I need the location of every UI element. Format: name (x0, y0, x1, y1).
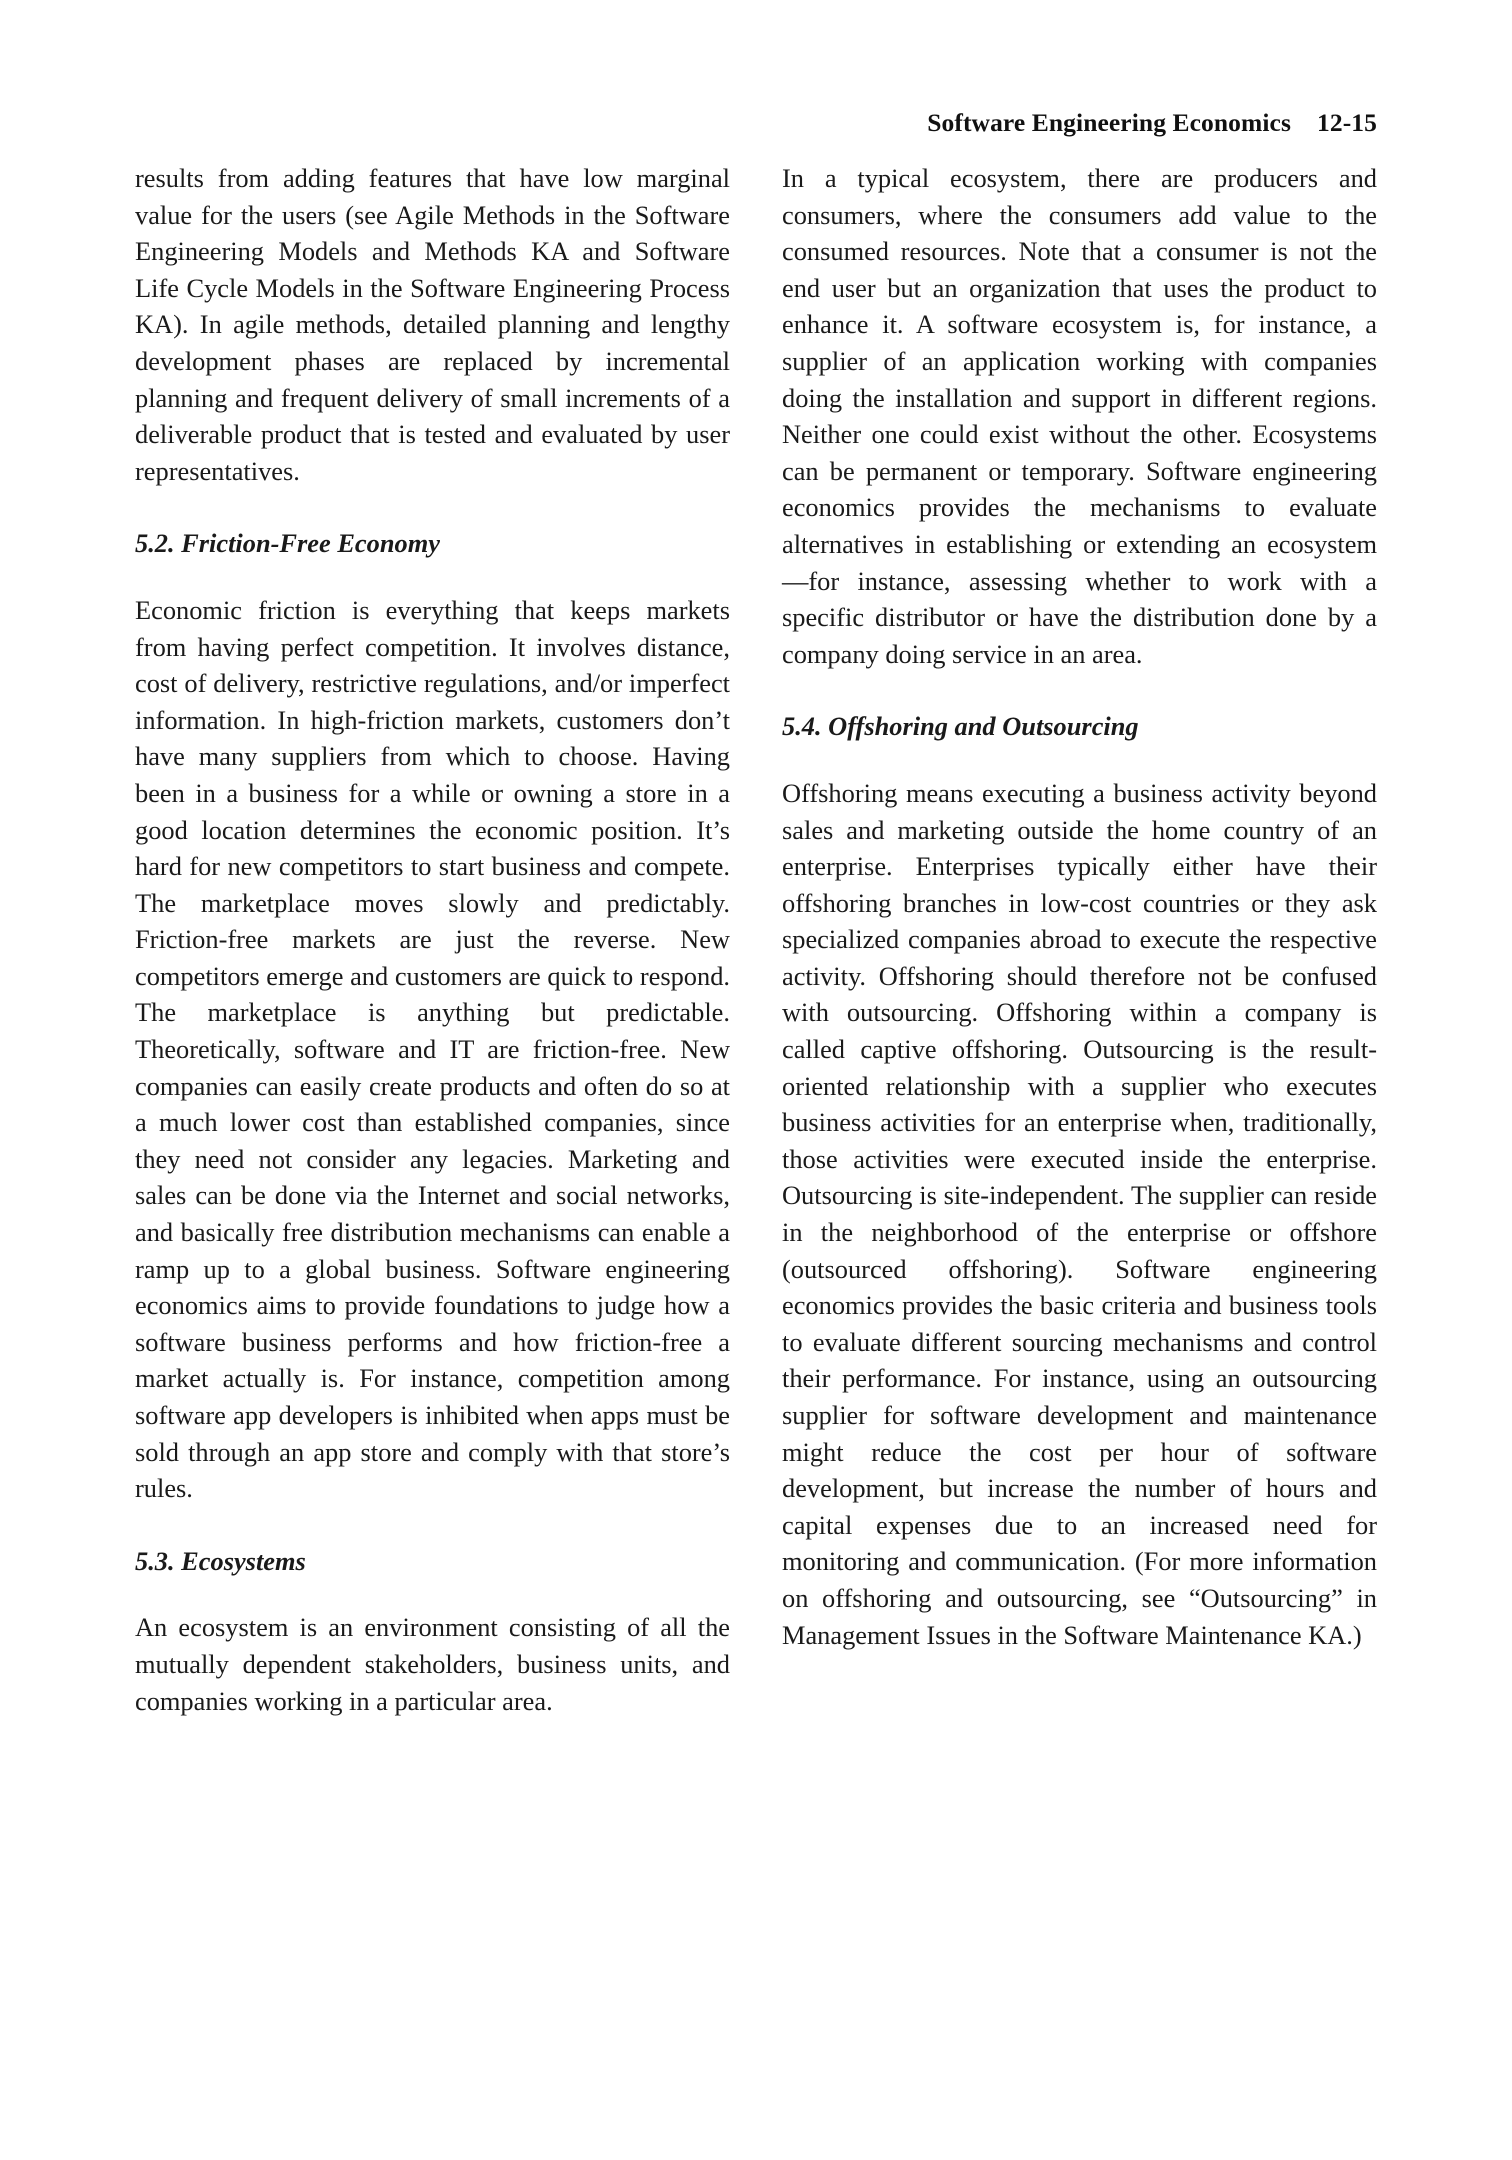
page-number: 12-15 (1317, 108, 1377, 137)
two-column-body (135, 160, 1377, 1719)
running-head (135, 108, 1377, 142)
section-heading-5-3: 5.3. Ecosystems (135, 1545, 306, 1576)
left-paragraph-2: Economic friction is everything that keeps markets from having perfect competition. It involves distance, cost of delivery, restrictive regulations, and/or imperfect information. In high-friction markets, customers don’t have many suppliers from which to choose. Having been in a business for a while or owning a store in a good location determines the economic position. It’s hard for new competitors to start business and compete. The marketplace moves slowly and predictably. Friction-free markets are just the reverse. New competitors emerge and customers are quick to respond. The marketplace is anything but predictable. Theoretically, software and IT are friction-free. New companies can easily create products and often do so at a much lower cost than established companies, since they need not consider any legacies. Marketing and sales can be done via the Internet and social networks, and basically free distribution mechanisms can enable a ramp up to a global business. Software engineering economics aims to provide foundations to judge how a software business performs and how friction-free a market actually is. For instance, competition among software app developers is inhibited when apps must be sold through an app store and comply with that store’s rules. (135, 594, 730, 1504)
left-column (135, 160, 730, 1719)
left-paragraph-3: An ecosystem is an environment consisting of all the mutually dependent stakeholders, business units, and companies working in a particular area. (135, 1612, 730, 1716)
right-column (782, 160, 1377, 1719)
left-paragraph-1: results from adding features that have low marginal value for the users (see Agile Methods in the Software Engineering Models and Methods KA and Software Life Cycle Models in the Software Engineering Process KA). In agile methods, detailed planning and lengthy development phases are replaced by incremental planning and frequent delivery of small increments of a deliverable product that is tested and evaluated by user representatives. (135, 163, 730, 486)
right-paragraph-1: In a typical ecosystem, there are producers and consumers, where the consumers add value to the consumed resources. Note that a consumer is not the end user but an organization that uses the product to enhance it. A software ecosystem is, for instance, a supplier of an application working with companies doing the installation and support in different regions. Neither one could exist without the other. Ecosystems can be permanent or temporary. Software engineering economics provides the mechanisms to evaluate alternatives in establishing or extending an ecosystem—for instance, assessing whether to work with a specific distributor or have the distribution done by a company doing service in an area. (782, 163, 1377, 669)
section-heading-5-2: 5.2. Friction-Free Economy (135, 528, 440, 559)
section-heading-5-4: 5.4. Offshoring and Outsourcing (782, 711, 1139, 742)
right-paragraph-2: Offshoring means executing a business activity beyond sales and marketing outside the home country of an enterprise. Enterprises typically either have their offshoring branches in low-cost countries or they ask specialized companies abroad to execute the respective activity. Offshoring should therefore not be confused with outsourcing. Offshoring within a company is called captive offshoring. Outsourcing is the result-oriented relationship with a supplier who executes business activities for an enterprise when, traditionally, those activities were executed inside the enterprise. Outsourcing is site-independent. The supplier can reside in the neighborhood of the enterprise or offshore (outsourced offshoring). Software engineering economics provides the basic criteria and business tools to evaluate different sourcing mechanisms and control their performance. For instance, using an outsourcing supplier for software development and maintenance might reduce the cost per hour of software development, but increase the number of hours and capital expenses due to an increased need for monitoring and communication. (For more information on offshoring and outsourcing, see “Outsourcing” in Management Issues in the Software Maintenance KA.) (782, 777, 1377, 1650)
running-head-title: Software Engineering Economics (927, 108, 1291, 137)
